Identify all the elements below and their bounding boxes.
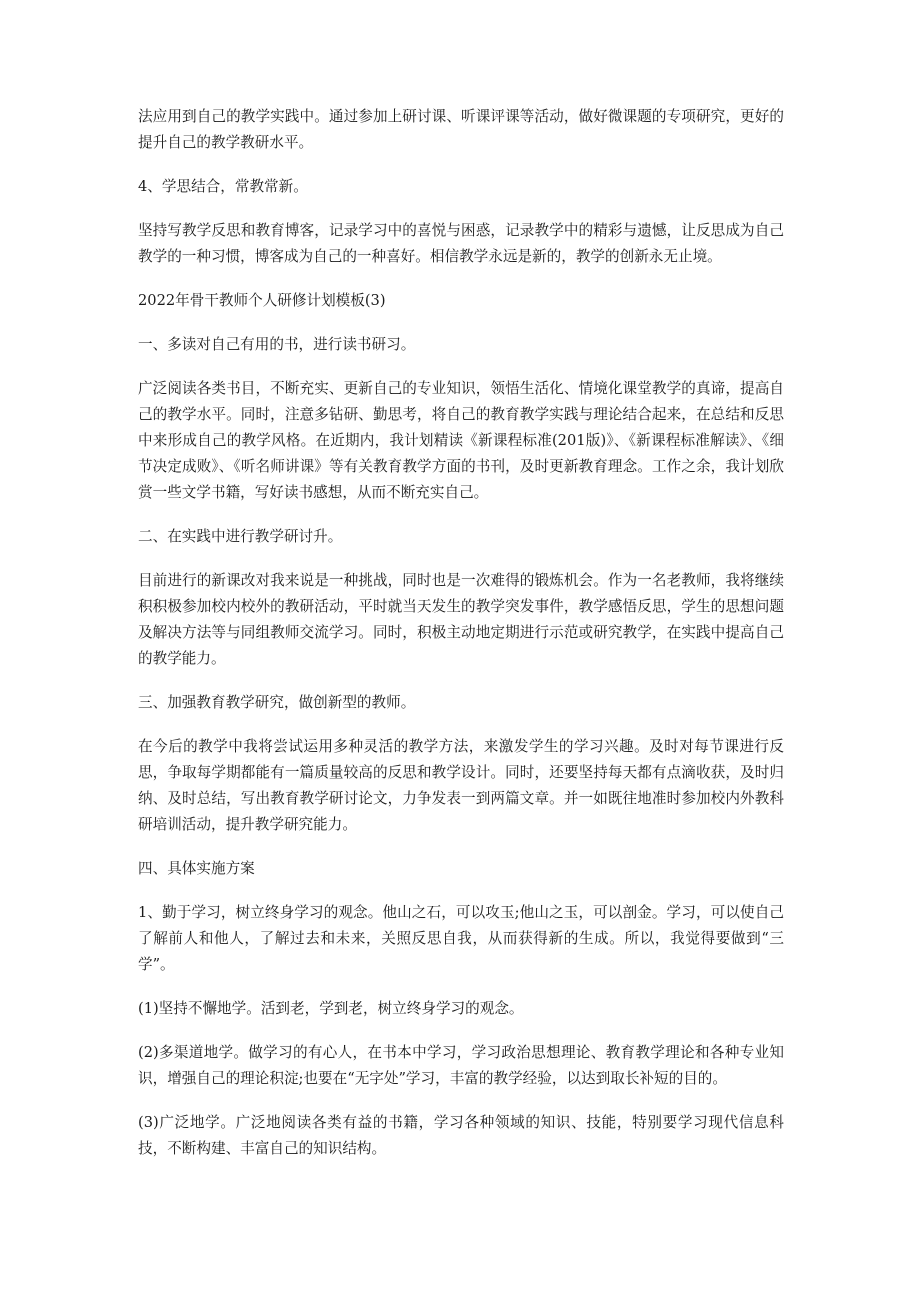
paragraph: 坚持写教学反思和教育博客，记录学习中的喜悦与困惑，记录教学中的精彩与遗憾，让反思成为自己教学的一种习惯，博客成为自己的一种喜好。相信教学永远是新的，教学的创新永无止境。 (138, 222, 784, 265)
paragraph: 目前进行的新课改对我来说是一种挑战，同时也是一次难得的锻炼机会。作为一名老教师，我将继续积积极参加校内校外的教研活动，平时就当天发生的教学突发事件，教学感悟反思，学生的思想问题及解决方法等与同组教师交流学习。同时，积极主动地定期进行示范或研究教学，在实践中提高自己的教学能力。 (138, 572, 784, 667)
list-item: (2)多渠道地学。做学习的有心人，在书本中学习，学习政治思想理论、教育教学理论和各种专业知识，增强自己的理论积淀;也要在“无字处”学习，丰富的教学经验，以达到取长补短的目的。 (138, 1044, 784, 1087)
paragraph: 广泛阅读各类书目，不断充实、更新自己的专业知识，领悟生活化、情境化课堂教学的真谛，提高自己的教学水平。同时，注意多钻研、勤思考，将自己的教育教学实践与理论结合起来，在总结和反思中来形成自己的教学风格。在近期内，我计划精读《新课程标准(201版)》、《新课程标准解读》、《细节决定成败》、《听名师讲课》等有关教育教学方面的书刊，及时更新教育理念。工作之余，我计划欣赏一些文学书籍，写好读书感想，从而不断充实自己。 (138, 380, 784, 501)
list-item: (3)广泛地学。广泛地阅读各类有益的书籍，学习各种领域的知识、技能，特别要学习现代信息科技，不断构建、丰富自己的知识结构。 (138, 1114, 784, 1157)
section-heading: 4、学思结合，常教常新。 (138, 178, 308, 195)
section-heading: 一、多读对自己有用的书，进行读书研习。 (138, 336, 416, 353)
paragraph: 1、勤于学习，树立终身学习的观念。他山之石，可以攻玉;他山之玉，可以剖金。学习，可以使自己了解前人和他人，了解过去和未来，关照反思自我，从而获得新的生成。所以，我觉得要做到“三学”。 (138, 904, 784, 973)
section-heading: 四、具体实施方案 (138, 860, 255, 877)
document-body (138, 104, 784, 1180)
paragraph: 在今后的教学中我将尝试运用多种灵活的教学方法，来激发学生的学习兴趣。及时对每节课进行反思，争取每学期都能有一篇质量较高的反思和教学设计。同时，还要坚持每天都有点滴收获，及时归纳、及时总结，写出教育教学研讨论文，力争发表一到两篇文章。并一如既往地准时参加校内外教科研培训活动，提升教学研究能力。 (138, 738, 784, 833)
paragraph: 法应用到自己的教学实践中。通过参加上研讨课、听课评课等活动，做好微课题的专项研究，更好的提升自己的教学教研水平。 (138, 108, 784, 151)
section-heading: 二、在实践中进行教学研讨升。 (138, 528, 343, 545)
list-item: (1)坚持不懈地学。活到老，学到老，树立终身学习的观念。 (138, 1000, 524, 1017)
document-title: 2022年骨干教师个人研修计划模板(3) (138, 292, 386, 309)
section-heading: 三、加强教育教学研究，做创新型的教师。 (138, 694, 416, 711)
